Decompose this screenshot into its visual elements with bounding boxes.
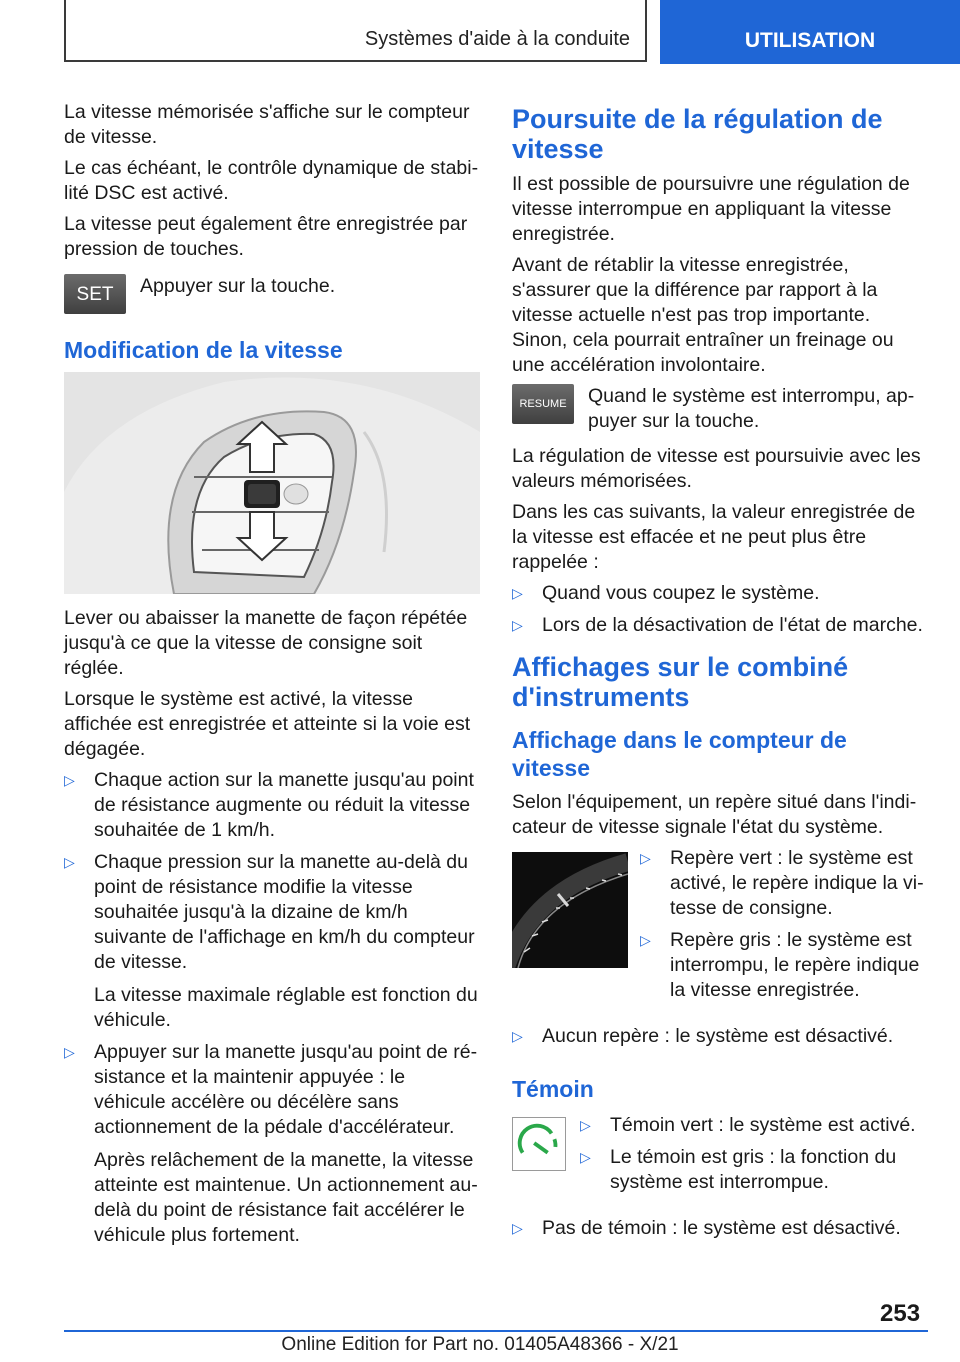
heading-temoin: Témoin [512,1076,594,1102]
paragraph: Le cas échéant, le contrôle dynamique de stabilité DSC est activé. [64,157,479,204]
paragraph: La régulation de vitesse est poursuivie avec les valeurs mémorisées. [512,445,921,492]
set-key-text: Appuyer sur la touche. [140,275,336,297]
chapter-tab: UTILISATION [660,0,960,64]
list-item: ▷ Quand vous coupez le système. [512,582,820,604]
heading-modification: Modification de la vitesse [64,337,343,363]
bullet-list [580,1113,928,1202]
triangle-bullet-icon: ▷ [640,932,651,948]
resume-key-icon: RESUME [512,384,574,424]
triangle-bullet-icon: ▷ [64,854,75,870]
section-title: Systèmes d'aide à la conduite [364,28,630,50]
heading-poursuite: Poursuite de la régulation de vitesse [512,104,883,164]
triangle-bullet-icon: ▷ [512,617,523,633]
list-item: ▷ Aucun repère : le système est désactivé. [512,1025,894,1047]
paragraph: Dans les cas suivants, la valeur enregistrée de la vitesse est effacée et ne peut plus être rappelée : [512,501,916,573]
bullet-list [64,1040,480,1140]
triangle-bullet-icon: ▷ [512,585,523,601]
paragraph: La vitesse peut également être enregistrée par pression de touches. [64,213,468,260]
speedometer-block [512,846,928,1018]
speedometer-image [512,852,628,968]
list-item: ▷ Repère vert : le système est activé, le repère indique la vitesse de consigne. [640,847,924,919]
set-key-icon: SET [64,274,126,314]
paragraph: Il est possible de poursuivre une régulation de vitesse interrompue en appliquant la vitesse enregistrée. [512,173,910,245]
triangle-bullet-icon: ▷ [512,1220,523,1236]
list-item: ▷ Chaque action sur la manette jusqu'au point de résistance augmente ou réduit la vitesse souhaitée de 1 km/h. [64,769,474,841]
resume-key-text: Quand le système est interrompu, appuyer sur la touche. [588,385,915,432]
bullet-list [512,1216,928,1241]
triangle-bullet-icon: ▷ [64,1044,75,1060]
page-number: 253 [880,1300,921,1327]
list-item: ▷ Témoin vert : le système est activé. [580,1114,916,1136]
footer-divider [64,1330,928,1332]
list-item: ▷ Repère gris : le système est interrompu, le repère indique la vitesse enregistrée. [640,929,920,1001]
bullet-list [64,768,480,975]
paragraph: Lever ou abaisser la manette de façon répétée jusqu'à ce que la vitesse de consigne soit réglée. [64,607,468,679]
bullet-list [512,581,928,638]
list-item: ▷ Le témoin est gris : la fonction du système est interrompue. [580,1146,897,1193]
indicator-block [512,1113,928,1210]
triangle-bullet-icon: ▷ [64,772,75,788]
heading-compteur: Affichage dans le compteur de vitesse [512,727,847,781]
list-item: ▷ Pas de témoin : le système est désactivé. [512,1217,901,1239]
page-header [0,0,960,66]
left-column [64,100,480,1255]
paragraph: Avant de rétablir la vitesse enregistrée, s'assurer que la différence par rapport à la vitesse actuelle n'est pas trop importante. Sinon, cela pourrait entraîner un freinage ou une accélération involontaire. [512,254,894,376]
list-item: ▷ Appuyer sur la manette jusqu'au point de résistance et la maintenir appuyée : le véhicule accélère ou décélère sans actionnement de la pédale d'accélérateur. [64,1041,478,1138]
heading-affichages: Affichages sur le combiné d'instruments [512,652,849,712]
bullet-list [512,1024,928,1049]
resume-key-row [512,384,928,434]
right-column [512,100,928,1249]
triangle-bullet-icon: ▷ [512,1028,523,1044]
paragraph: Selon l'équipement, un repère situé dans l'indicateur de vitesse signale l'état du système. [512,791,917,838]
note: Après relâchement de la manette, la vitesse atteinte est maintenue. Un actionnement au-delà du point de résistance fait accélérer le véhicule plus fortement. [94,1149,478,1246]
edition-footer: Online Edition for Part no. 01405A48366 - X/21 [281,1334,679,1355]
list-item: ▷ Chaque pression sur la manette au-delà du point de résistance modifie la vitesse souhaitée jusqu'à la dizaine de km/h suivante de l'affichage en km/h du compteur de vitesse. [64,851,475,973]
cruise-indicator-icon [512,1117,566,1171]
set-key-row [64,274,480,314]
bullet-list [640,846,928,1010]
note: La vitesse maximale réglable est fonction du véhicule. [94,984,478,1031]
triangle-bullet-icon: ▷ [640,850,651,866]
paragraph: Lorsque le système est activé, la vitesse affichée est enregistrée et atteinte si la voie est dégagée. [64,688,471,760]
steering-wheel-photo [64,372,480,594]
triangle-bullet-icon: ▷ [580,1149,591,1165]
paragraph: La vitesse mémorisée s'affiche sur le compteur de vitesse. [64,101,470,148]
triangle-bullet-icon: ▷ [580,1117,591,1133]
list-item: ▷ Lors de la désactivation de l'état de marche. [512,614,923,636]
